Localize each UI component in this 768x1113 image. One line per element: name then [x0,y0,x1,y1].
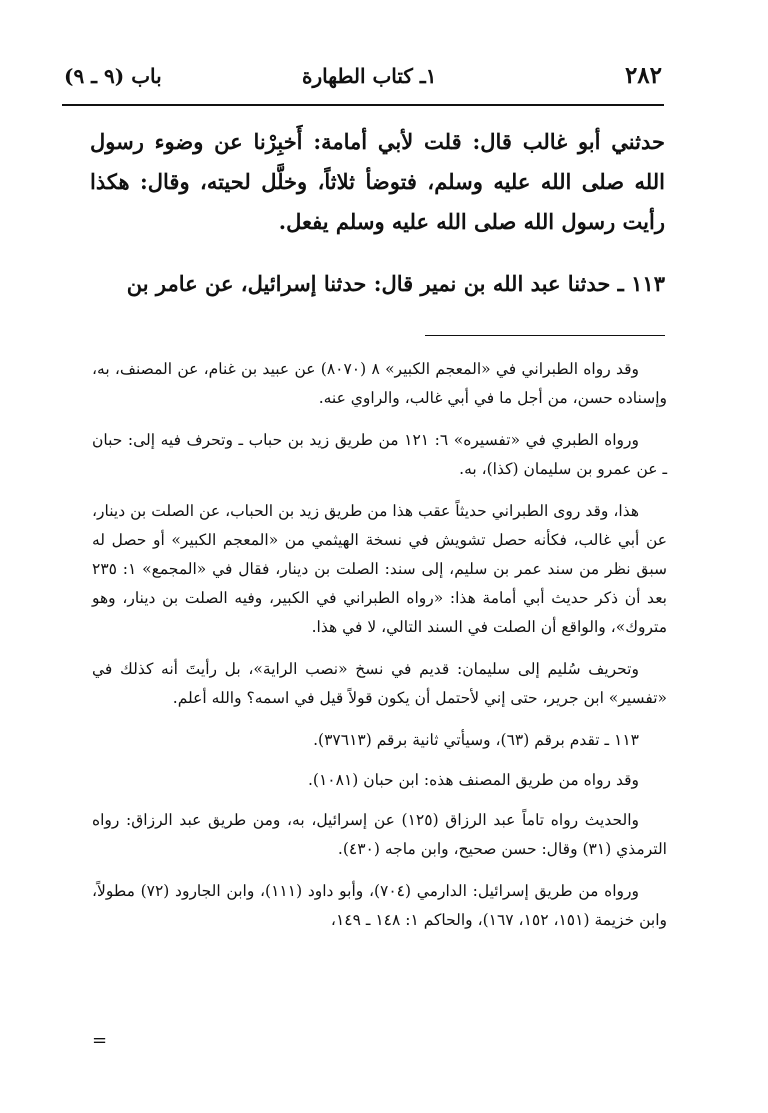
page-number: ٢٨٢ [624,62,662,89]
footnote-paragraph: وتحريف سُليم إلى سليمان: قديم في نسخ «نصب الراية»، بل رأيتَ أنه كذلك في «تفسير» ابن جرير، حتى إني لأحتمل أن يكون قولاً قيل في اسمه؟ والله أعلم. [92,660,667,707]
main-paragraph: حدثني أبو غالب قال: قلت لأبي أمامة: أَخبِرْنا عن وضوء رسول الله صلى الله عليه وسلم، فتوضأ ثلاثاً، وخلَّل لحيته، وقال: هكذا رأيت رسول الله صلى الله عليه وسلم يفعل. [90,129,665,234]
footnote-paragraph: ورواه الطبري في «تفسيره» ٦: ١٢١ من طريق زيد بن حباب ـ وتحرف فيه إلى: حبان ـ عن عمرو بن سليمان (كذا)، به. [92,431,667,478]
footnote-paragraph: ١١٣ ـ تقدم برقم (٦٣)، وسيأتي ثانية برقم (٣٧٦١٣). [313,731,639,749]
footnote-paragraph: وقد رواه الطبراني في «المعجم الكبير» ٨ (٨٠٧٠) عن عبيد بن غنام، عن المصنف، به، وإسناده حسن، من أجل ما في أبي غالب، والراوي عنه. [92,360,667,407]
footnote-paragraph: وقد رواه من طريق المصنف هذه: ابن حبان (١٠٨١). [307,771,639,789]
hadith-113-start: ١١٣ ـ حدثنا عبد الله بن نمير قال: حدثنا إسرائيل، عن عامر بن [126,271,665,296]
footnote-paragraph: والحديث رواه تاماً عبد الرزاق (١٢٥) عن إسرائيل، به، ومن طريق عبد الرزاق: رواه الترمذي (٣١) وقال: حسن صحيح، وابن ماجه (٤٣٠). [92,811,667,858]
page-header [62,60,662,100]
main-text [90,122,665,304]
footnotes [92,355,667,948]
footnote-paragraph: ورواه من طريق إسرائيل: الدارمي (٧٠٤)، وأبو داود (١١١)، وابن الجارود (٧٢) مطولاً، وابن خزيمة (١٥١، ١٥٢، ١٦٧)، والحاكم ١: ١٤٨ ـ ١٤٩، [92,882,667,929]
chapter-label: باب (٩ ـ ٩) [64,64,162,88]
footnote-divider [425,335,665,336]
footnote-paragraph: هذا، وقد روى الطبراني حديثاً عقب هذا من طريق زيد بن الحباب، عن الصلت بن دينار، عن أبي غالب، فكأنه حصل تشويش في نسخة الهيثمي من «المعجم الكبير» أو حصل له سبق نظر من سند عمر بن سليم، إلى سند: الصلت بن دينار، فقال في «المجمع» ١: ٢٣٥ بعد أن ذكر حديث أبي أمامة هذا: «رواه الطبراني في الكبير، وفيه الصلت بن دينار، وهو متروك»، والواقع أن الصلت في السند التالي، لا في هذا. [92,502,667,636]
book-title: ١ـ كتاب الطهارة [302,64,437,88]
continuation-mark: = [92,1030,108,1051]
header-divider [62,104,664,106]
